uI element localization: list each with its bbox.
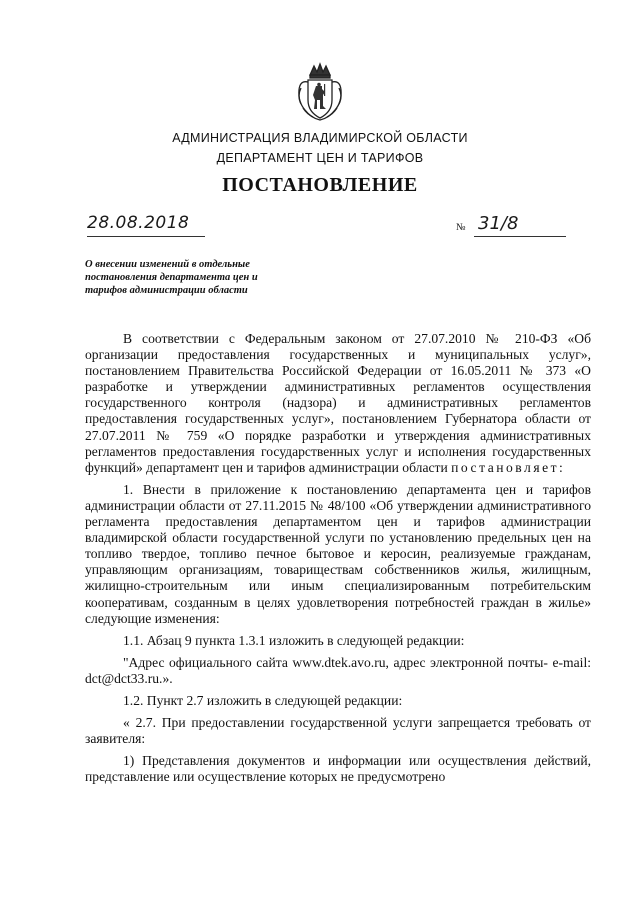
department-name: ДЕПАРТАМЕНТ ЦЕН И ТАРИФОВ	[216, 151, 424, 165]
number-underline	[474, 236, 566, 237]
document-title: ПОСТАНОВЛЕНИЕ	[222, 174, 418, 196]
paragraph-item-1: 1. Внести в приложение к постановлению департамента цен и тарифов администрации области от 27.11.2015 № 48/100 «Об утверждении административного регламента предоставления департаментом цен и тарифов администрации владимирской области государственной услуги по установлению предельных цен на топливо твердое, топливо печное бытовое и керосин, реализуемые гражданам, управляющим организациям, товариществам собственников жилья, жилищным, жилищно-строительным или иным специализированным потребительским кооперативам, созданным в целях удовлетворения потребностей граждан в жилье» следующие изменения:	[85, 481, 591, 626]
organization-name: АДМИНИСТРАЦИЯ ВЛАДИМИРСКОЙ ОБЛАСТИ	[172, 131, 468, 145]
coat-of-arms-icon	[295, 62, 345, 124]
document-number-field	[456, 213, 566, 239]
document-subject: О внесении изменений в отдельные постановления департамента цен и тарифов администрации области	[85, 259, 258, 296]
paragraph-item-1-1: 1.1. Абзац 9 пункта 1.3.1 изложить в следующей редакции:	[123, 632, 465, 648]
resolves-word: постановляет:	[451, 459, 566, 475]
paragraph-website-address: "Адрес официального сайта www.dtek.avo.ru, адрес электронной почты- e-mail: dct@dct33.ru.».	[85, 654, 591, 686]
document-date-field	[87, 213, 205, 239]
number-sign: №	[456, 222, 466, 233]
date-underline	[87, 236, 205, 237]
document-body	[85, 331, 591, 791]
document-date: 28.08.2018	[87, 213, 190, 233]
paragraph-item-2-7: « 2.7. При предоставлении государственной услуги запрещается требовать от заявителя:	[85, 715, 591, 747]
paragraph-item-1-2: 1.2. Пункт 2.7 изложить в следующей редакции:	[123, 692, 403, 708]
paragraph-preamble	[85, 331, 591, 476]
document-number: 31/8	[478, 213, 519, 234]
paragraph-subitem-1: 1) Представления документов и информации или осуществления действий, представление или осуществление которых не предусмотрено	[85, 753, 591, 785]
preamble-text: В соответствии с Федеральным законом от 27.07.2010 № 210-ФЗ «Об организации предоставления государственных и муниципальных услуг», постановлением Правительства Российской Федерации от 16.05.2011 № 373 «О разработке и утверждении административных регламентов осуществления государственного контроля (надзора) и административных регламентов предоставления государственных услуг», постановлением Губернатора области от 27.07.2011 № 759 «О порядке разработки и утверждения административных регламентов предоставления государственных услуг и исполнения государственных функций» департамент цен и тарифов администрации области	[85, 331, 591, 475]
